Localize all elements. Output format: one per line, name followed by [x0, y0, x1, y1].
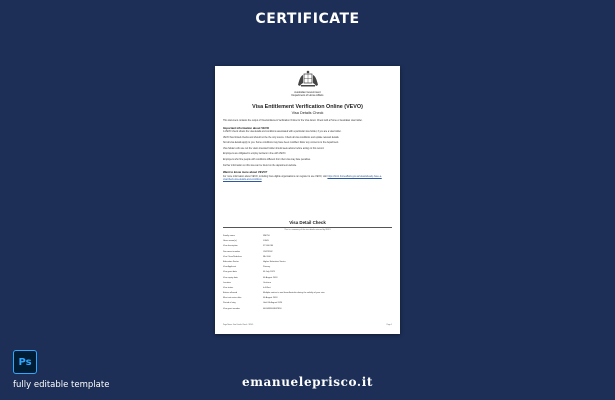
row-label: Period of stay — [223, 302, 236, 305]
visa-detail-title: Visa Detail Check — [289, 220, 326, 225]
more-text: For more information about VEVO, including how eligible organisations can register to use VEVO, visit — [223, 175, 327, 178]
row-label: Visa grant date — [223, 271, 237, 274]
info-paragraph: Employers are obligated to employ workers in line with VEVO. — [223, 153, 287, 156]
visa-detail-note: This is a summary of the visa details returned by VEVO — [284, 229, 331, 231]
important-heading: Important information about VEVO — [223, 125, 269, 130]
info-paragraph: Visa holders who are not the visa's intended holder should seek advice before acting on this record. — [223, 147, 325, 150]
info-paragraph: Employers who hire people with conditions different from their visa may face penalties. — [223, 159, 311, 162]
row-value: 0403485603847890 — [263, 307, 282, 310]
department-line: Australian Government — [294, 91, 321, 94]
row-label: Family name — [223, 235, 235, 237]
row-label: Document number — [223, 250, 241, 253]
page-title: CERTIFICATE — [255, 11, 360, 27]
document-title: Visa Entitlement Verification Online (VEVO) — [252, 104, 363, 110]
document-body — [223, 120, 392, 185]
row-value: Higher Education Sector — [263, 260, 286, 263]
table-row — [223, 307, 392, 312]
photoshop-icon: Ps — [13, 350, 37, 374]
row-label: Entries allowed — [223, 292, 238, 295]
row-value: Multiple entries to and from Australia during the validity of your visa — [263, 292, 325, 295]
row-value: 06 August 2024 — [263, 297, 278, 300]
info-paragraph: VEVO has limited checks and should not be the only source. Check all visa conditions and update relevant details. — [223, 136, 340, 139]
document-subtitle: Visa Details Check — [291, 111, 324, 115]
row-value: In Effect — [263, 286, 271, 289]
info-paragraph: Further information on this visa can be found on the department website. — [223, 164, 297, 167]
row-value: 06 August 2024 — [263, 276, 278, 279]
row-value: SMITH — [263, 235, 270, 237]
row-label: Visa status — [223, 286, 234, 289]
document-footer — [223, 324, 392, 326]
row-value: Primary — [263, 266, 271, 269]
divider — [223, 227, 392, 228]
row-value: Onshore — [263, 281, 271, 284]
row-value: FA / 600 — [263, 255, 271, 258]
department-lines — [215, 91, 400, 98]
info-paragraph: A VEVO check shows the visa details and conditions associated with a particular visa holder, if you are a visa holder. — [223, 131, 342, 134]
row-value: 06 July 2023 — [263, 271, 275, 274]
coat-of-arms-icon — [295, 70, 321, 88]
brand-website: emanueleprisco.it — [242, 375, 373, 389]
info-paragraph: Not all visa details apply to you. Some conditions may have been modified. Refer any concerns to the department. — [223, 142, 339, 145]
row-label: Education Sector — [223, 260, 239, 263]
row-value: Until 06 August 2024 — [263, 302, 283, 305]
row-label: Visa description — [223, 245, 238, 248]
row-value: C8473902 — [263, 250, 273, 253]
certificate-document — [215, 66, 400, 334]
row-label: Must not arrive after — [223, 297, 242, 300]
department-line: Department of Home Affairs — [291, 94, 324, 98]
row-value: ST 600 SB — [263, 245, 274, 248]
more-heading: Want to know more about VEVO? — [223, 170, 268, 175]
row-label: Location — [223, 281, 231, 284]
row-label: Visa Applicant — [223, 266, 237, 269]
visa-detail-table — [223, 234, 392, 312]
footer-right: Page 1 — [386, 324, 392, 326]
intro-paragraph: This document contains the output of Visa Entitlement Verification Online for the Visa Grant. Check with a Home or Australian visa holder. — [223, 120, 363, 122]
row-label: Given name(s) — [223, 240, 237, 243]
row-label: Visa expiry date — [223, 276, 238, 279]
footer-left: Page Name: Visa Details Check - VEVO — [223, 324, 254, 326]
row-value: JOHN — [263, 240, 269, 243]
row-label: Visa Class/Subclass — [223, 255, 242, 258]
editable-template-label: fully editable template — [13, 380, 110, 390]
more-paragraph — [223, 176, 392, 182]
row-label: Visa grant number — [223, 307, 240, 310]
vevo-link[interactable]: https://immi.homeaffairs.gov.au/visas/already-have-a-visa/check-visa-details-and-conditions — [223, 175, 382, 181]
